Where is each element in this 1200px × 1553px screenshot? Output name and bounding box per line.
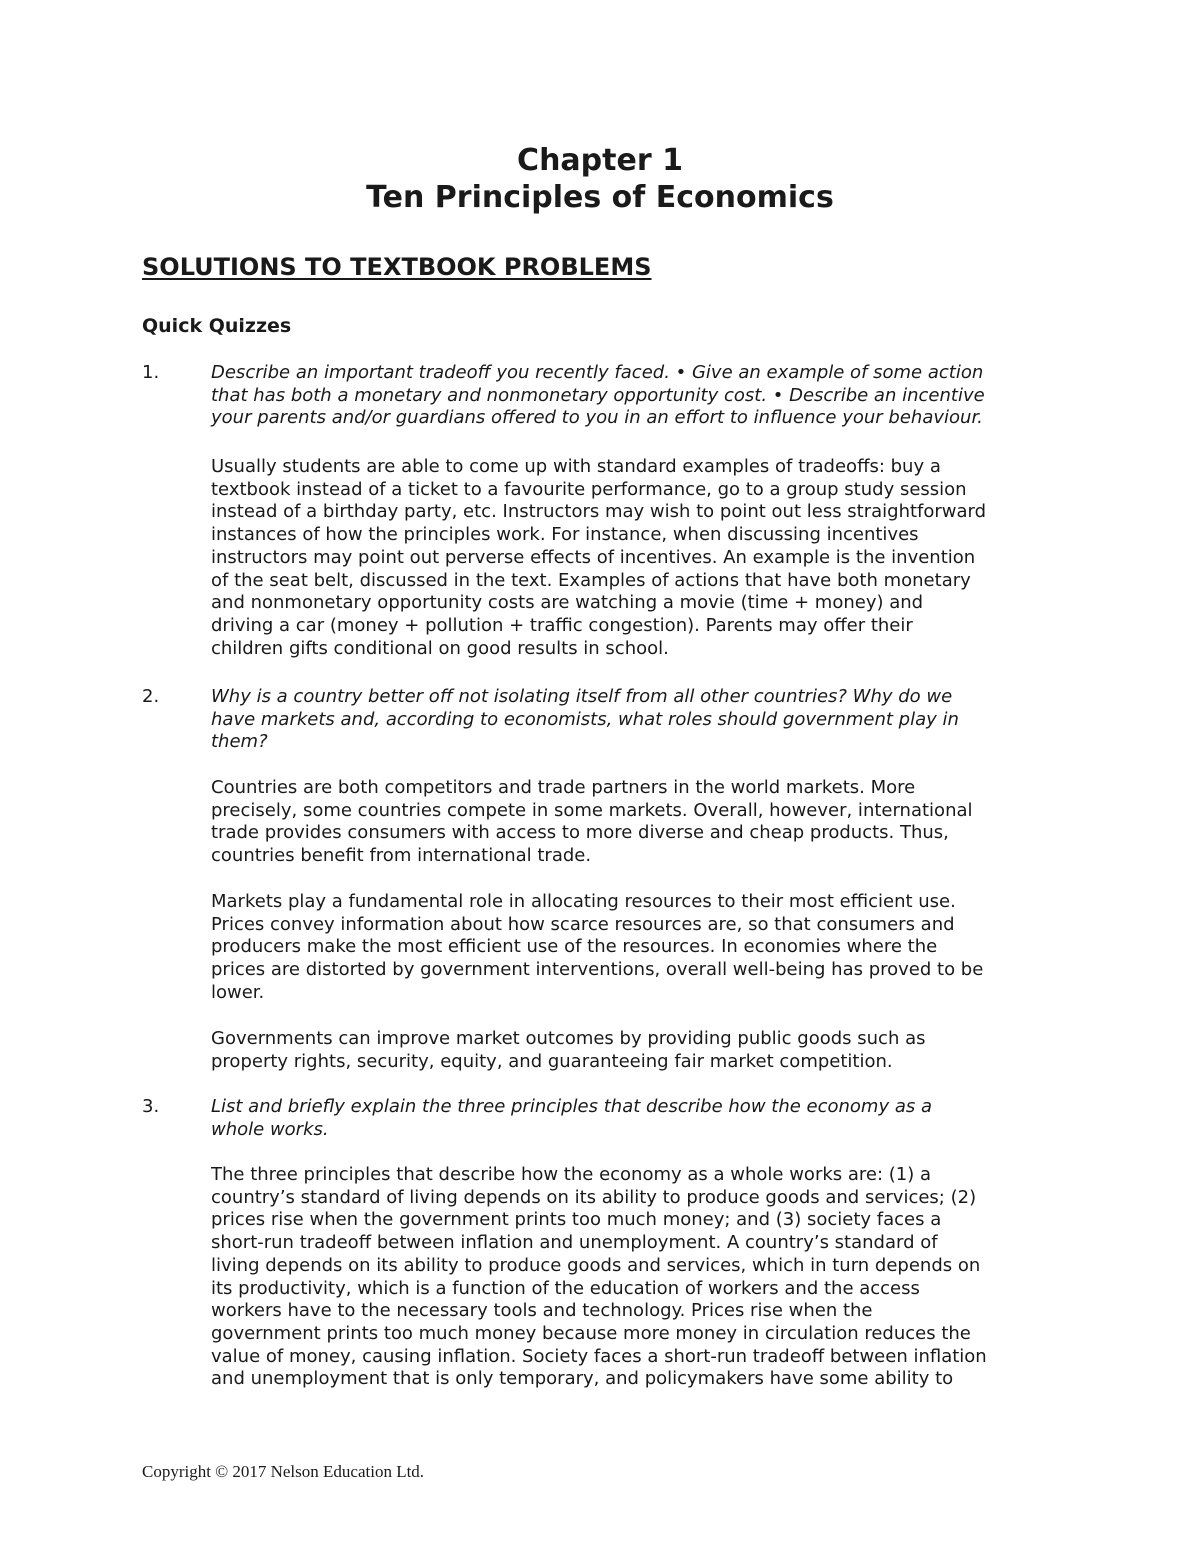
section-heading: SOLUTIONS TO TEXTBOOK PROBLEMS [142, 253, 652, 281]
chapter-title: Ten Principles of Economics [366, 180, 834, 215]
question-text: Describe an important tradeoff you recently faced. • Give an example of some action that has both a monetary and nonmonetary opportunity cost. • Describe an incentive your parents and/or guardians offered to you in an effort to influence your behaviour. [211, 362, 985, 429]
question-text: List and briefly explain the three principles that describe how the economy as a whole works. [211, 1096, 932, 1140]
chapter-number: Chapter 1 [517, 143, 683, 178]
item-number: 1. [142, 362, 160, 383]
answer-paragraph: Usually students are able to come up with standard examples of tradeoffs: buy a textbook instead of a ticket to a favourite performance, go to a group study session instead of a birthday party, etc. Instructors may wish to point out less straightforward instances of how the principles work. For instance, when discussing incentives instructors may point out perverse effects of incentives. An example is the invention of the seat belt, discussed in the text. Examples of actions that have both monetary and nonmonetary opportunity costs are watching a movie (time + money) and driving a car (money + pollution + traffic congestion). Parents may offer their children gifts conditional on good results in school. [211, 456, 987, 659]
answer-paragraph: Markets play a fundamental role in allocating resources to their most efficient use. Prices convey information about how scarce resources are, so that consumers and producers make the most efficient use of the resources. In economies where the prices are distorted by government interventions, overall well-being has proved to be lower. [211, 891, 984, 1003]
item-number: 3. [142, 1096, 160, 1117]
subheading-quick-quizzes: Quick Quizzes [142, 315, 292, 337]
copyright-footer: Copyright © 2017 Nelson Education Ltd. [142, 1462, 425, 1481]
answer-paragraph: Countries are both competitors and trade partners in the world markets. More precisely, some countries compete in some markets. Overall, however, international trade provides consumers with access to more diverse and cheap products. Thus, countries benefit from international trade. [211, 777, 973, 867]
answer-paragraph: Governments can improve market outcomes by providing public goods such as property rights, security, equity, and guaranteeing fair market competition. [211, 1028, 926, 1072]
answer-paragraph: The three principles that describe how the economy as a whole works are: (1) a country’s standard of living depends on its ability to produce goods and services; (2) prices rise when the government prints too much money; and (3) society faces a short-run tradeoff between inflation and unemployment. A country’s standard of living depends on its ability to produce goods and services, which in turn depends on its productivity, which is a function of the education of workers and the access workers have to the necessary tools and technology. Prices rise when the government prints too much money because more money in circulation reduces the value of money, causing inflation. Society faces a short-run tradeoff between inflation and unemployment that is only temporary, and policymakers have some ability to [211, 1164, 987, 1390]
question-text: Why is a country better off not isolating itself from all other countries? Why do we have markets and, according to economists, what roles should government play in them? [211, 686, 959, 753]
item-number: 2. [142, 686, 160, 707]
